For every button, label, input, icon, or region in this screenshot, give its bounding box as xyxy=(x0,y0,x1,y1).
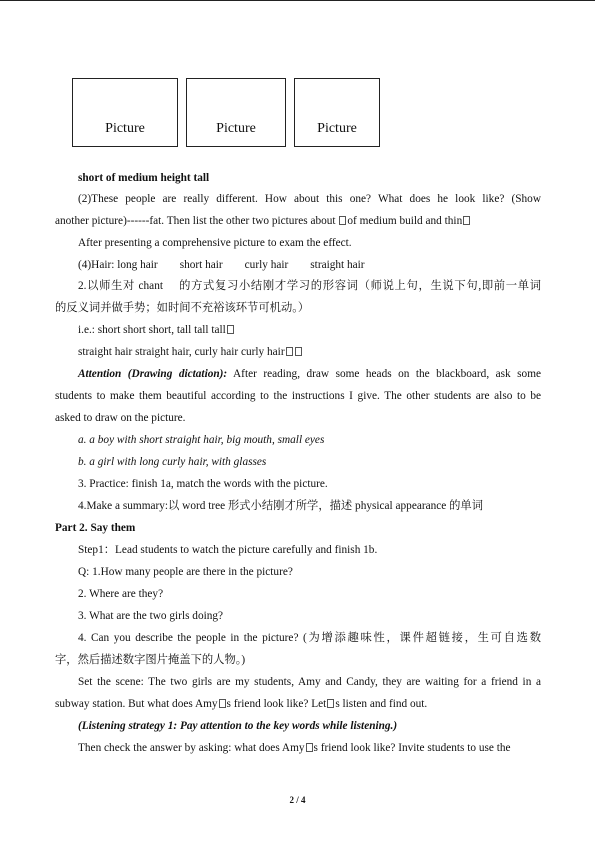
paragraph-line: Attention (Drawing dictation): After reading, draw some heads on the blackboard, ask some xyxy=(78,368,541,380)
missing-glyph-box xyxy=(219,699,226,708)
question-line: 3. What are the two girls doing? xyxy=(78,610,224,622)
strategy-line: (Listening strategy 1: Pay attention to the key words while listening.) xyxy=(78,720,398,732)
picture-label: Picture xyxy=(216,121,256,136)
example-italic-line: b. a girl with long curly hair, with glasses xyxy=(78,456,267,468)
paragraph-line: 的反义词并做手势；如时间不充裕该环节可机动。） xyxy=(55,302,310,314)
top-rule xyxy=(0,0,595,1)
missing-glyph-box xyxy=(227,325,234,334)
paragraph-line: Step1：Lead students to watch the picture carefully and finish 1b. xyxy=(78,544,378,556)
picture-box-1 xyxy=(72,78,178,147)
paragraph-line: subway station. But what does Amy s friend look like? Let s listen and find out. xyxy=(55,698,428,710)
paragraph-line: 4.Make a summary:以 word tree 形式小结刚才所学，描述 physical appearance 的单词 xyxy=(78,500,484,512)
paragraph-line: 3. Practice: finish 1a, match the words with the picture. xyxy=(78,478,328,490)
picture-box-3 xyxy=(294,78,380,147)
missing-glyph-box xyxy=(327,699,334,708)
page-number: 2 / 4 xyxy=(289,795,306,805)
paragraph-line: Set the scene: The two girls are my students, Amy and Candy, they are waiting for a friend in a xyxy=(78,676,541,688)
paragraph-line: asked to draw on the picture. xyxy=(55,412,186,424)
example-line: i.e.: short short short, tall tall tall xyxy=(78,323,235,337)
paragraph-line: 字，然后描述数字图片掩盖下的人物。) xyxy=(55,654,246,666)
paragraph-line: 2.以师生对 chant 的方式复习小结刚才学习的形容词（师说上句，生说下句,即前一单词 xyxy=(78,280,541,292)
section-heading: Part 2. Say them xyxy=(55,522,136,534)
example-italic-line: a. a boy with short straight hair, big mouth, small eyes xyxy=(78,434,325,446)
paragraph-line: another picture)------fat. Then list the other two pictures about of medium build and thin xyxy=(55,214,471,228)
missing-glyph-box xyxy=(286,347,293,356)
picture-label: Picture xyxy=(317,121,357,136)
missing-glyph-box xyxy=(339,216,346,225)
paragraph-line: Then check the answer by asking: what does Amy s friend look like? Invite students to use the xyxy=(78,742,511,754)
missing-glyph-box xyxy=(295,347,302,356)
picture-box-2 xyxy=(186,78,286,147)
paragraph-line: After presenting a comprehensive picture to exam the effect. xyxy=(78,237,352,249)
paragraph-line: (2)These people are really different. How about this one? What does he look like? (Show xyxy=(78,193,541,205)
vocab-line: short of medium height tall xyxy=(78,172,210,184)
hair-vocab-line: (4)Hair: long hair short hair curly hair straight hair xyxy=(78,259,365,271)
paragraph-line: students to make them beautiful according to the instructions I give. The other students are also to be xyxy=(55,390,541,402)
picture-label: Picture xyxy=(105,121,145,136)
missing-glyph-box xyxy=(463,216,470,225)
question-line: 2. Where are they? xyxy=(78,588,164,600)
question-line: 4. Can you describe the people in the picture? (为增添趣味性，课件超链接，生可自选数 xyxy=(78,632,541,644)
missing-glyph-box xyxy=(306,743,313,752)
question-line: Q: 1.How many people are there in the picture? xyxy=(78,566,293,578)
example-line: straight hair straight hair, curly hair curly hair xyxy=(78,345,303,359)
